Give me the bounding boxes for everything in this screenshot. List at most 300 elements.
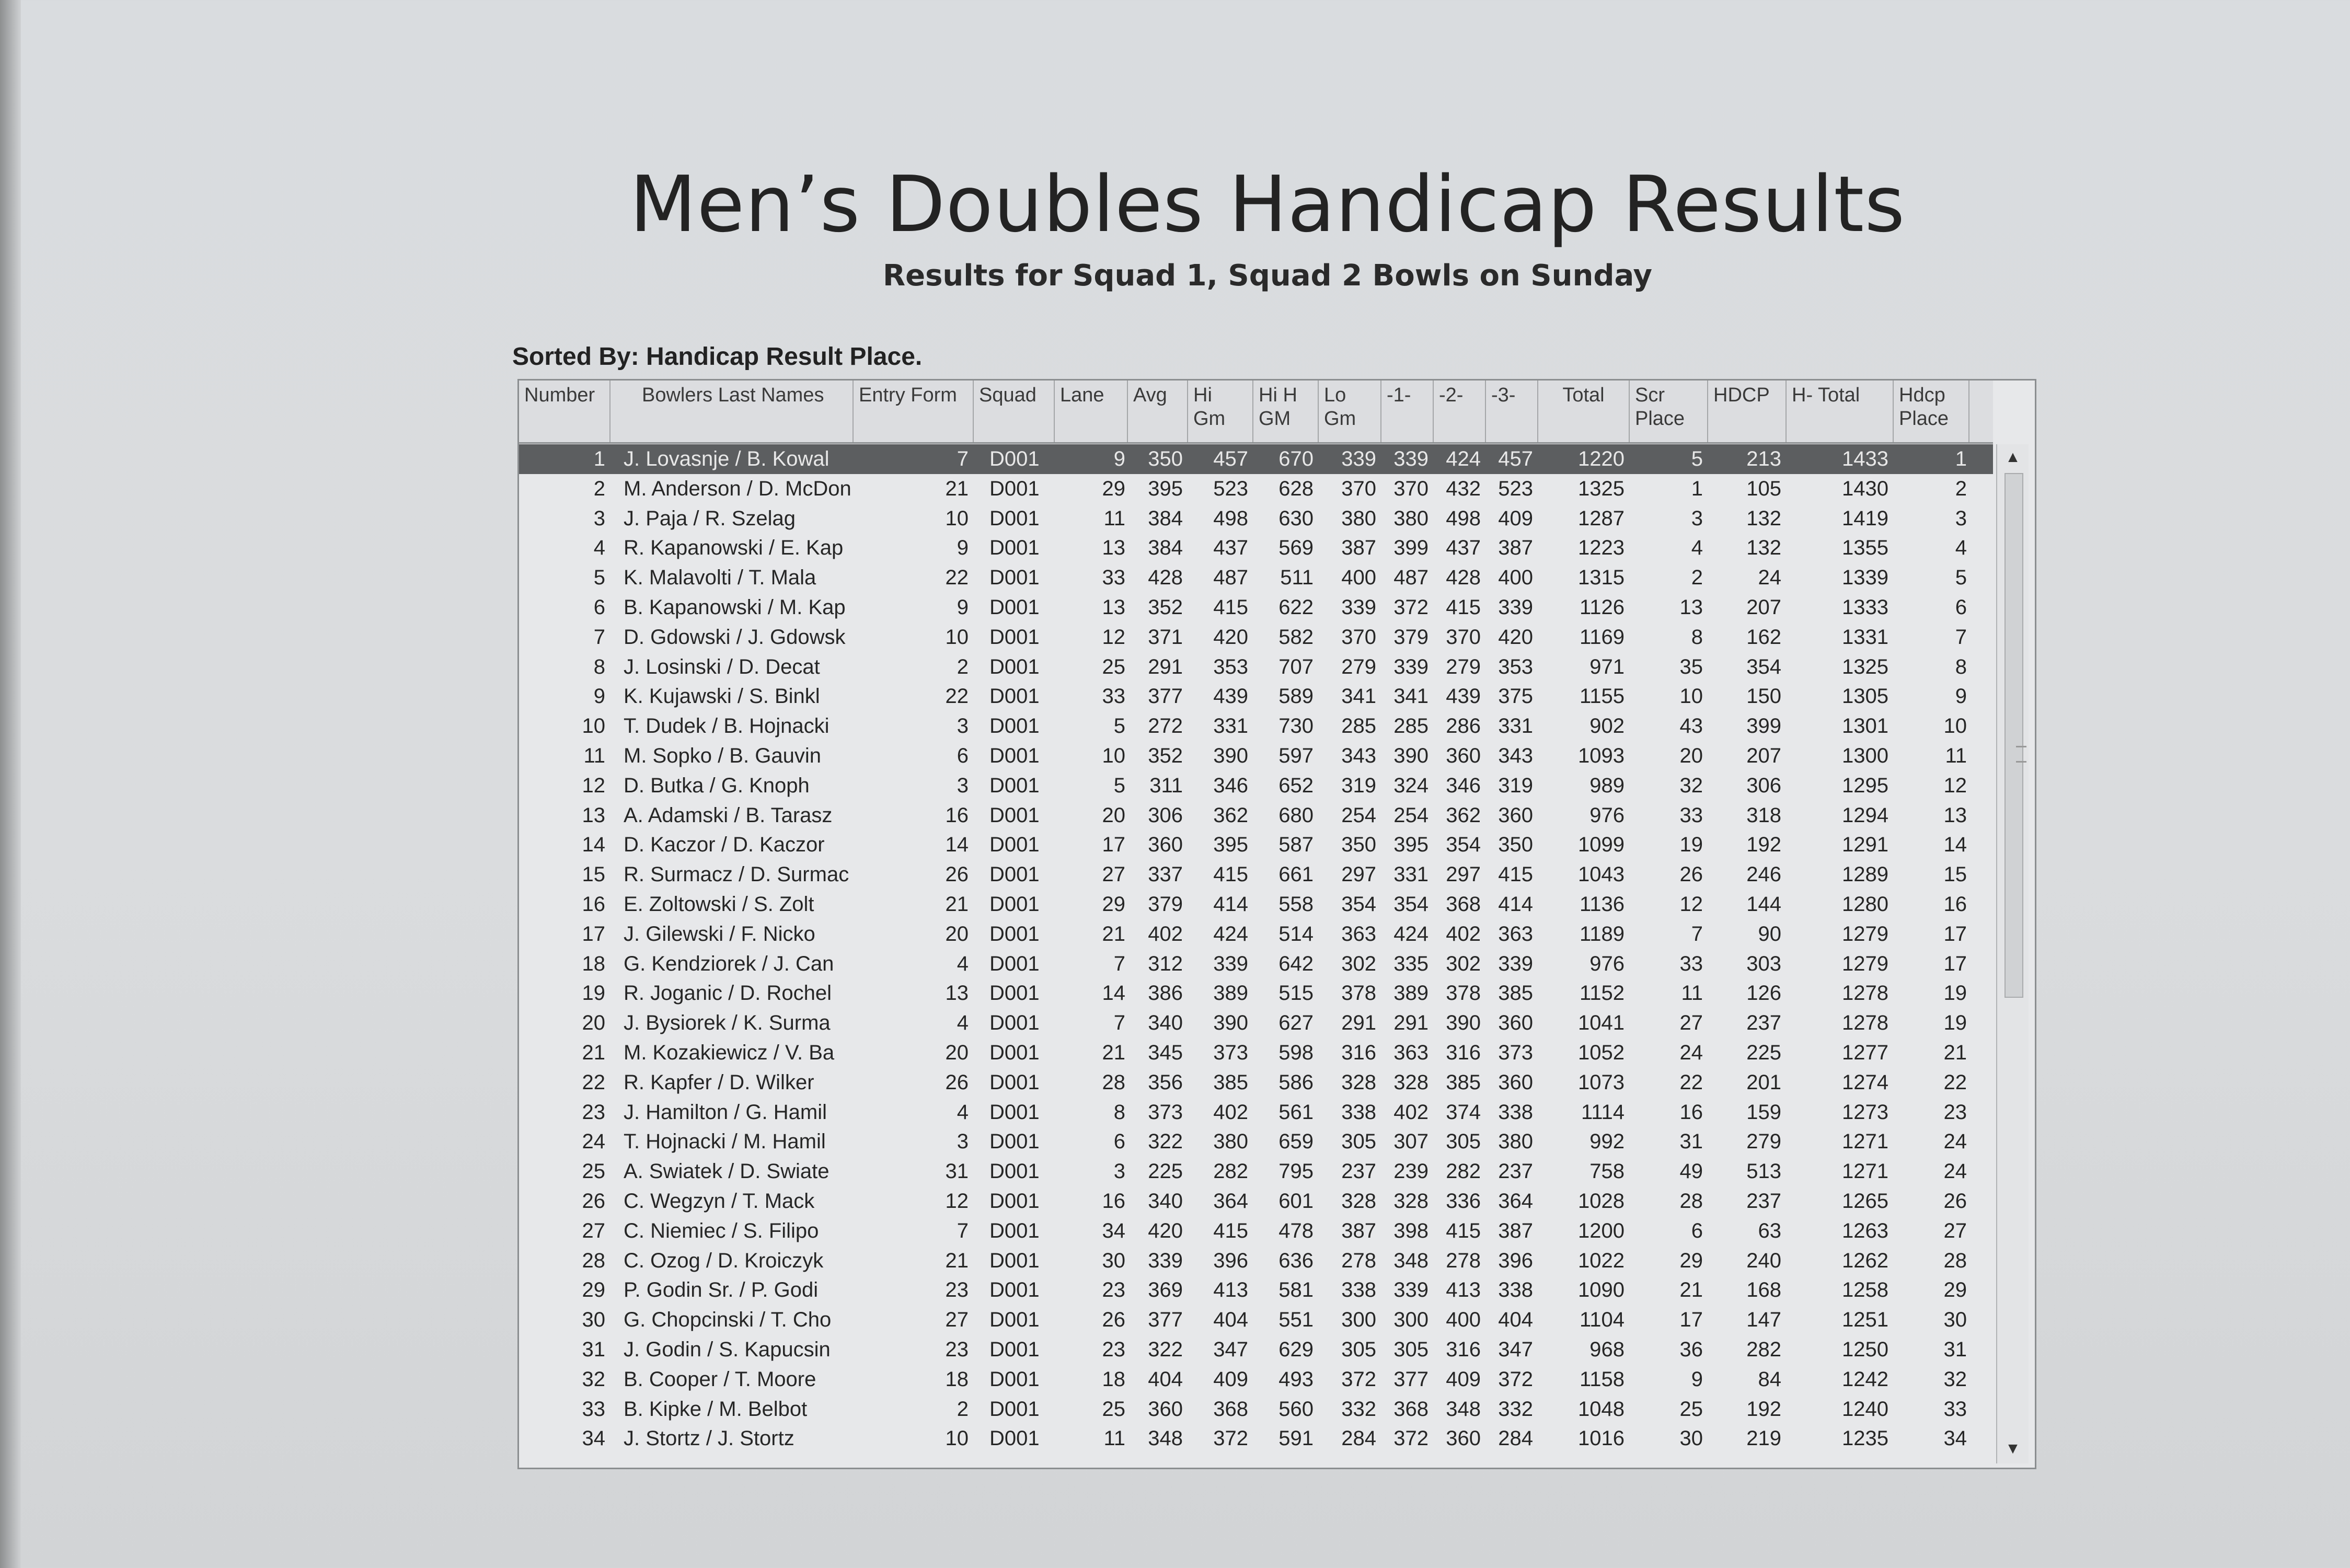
- table-row[interactable]: [519, 504, 1993, 534]
- cell-avg: 339: [1148, 1249, 1183, 1272]
- cell-lo: 370: [1341, 477, 1376, 500]
- cell-hplace: 26: [1943, 1189, 1967, 1213]
- cell-lane: 23: [1102, 1278, 1125, 1302]
- column-header-game-2[interactable]: -2-: [1434, 381, 1486, 442]
- cell-n: 7: [593, 625, 605, 649]
- cell-total: 1041: [1578, 1011, 1625, 1035]
- cell-g2: 348: [1446, 1397, 1481, 1421]
- cell-names: K. Kujawski / S. Binkl: [624, 685, 820, 708]
- cell-names: B. Cooper / T. Moore: [624, 1367, 816, 1391]
- table-row[interactable]: [519, 1305, 1993, 1335]
- cell-hplace: 2: [1955, 477, 1967, 500]
- cell-htotal: 1271: [1842, 1160, 1888, 1183]
- cell-names: D. Butka / G. Knoph: [624, 774, 810, 797]
- cell-scr: 27: [1679, 1011, 1703, 1035]
- cell-n: 16: [582, 892, 605, 916]
- cell-hplace: 1: [1955, 447, 1967, 470]
- cell-hi: 339: [1213, 952, 1248, 975]
- cell-htotal: 1271: [1842, 1130, 1888, 1154]
- cell-names: T. Dudek / B. Hojnacki: [624, 714, 830, 738]
- cell-g3: 338: [1498, 1278, 1533, 1302]
- cell-names: G. Chopcinski / T. Cho: [624, 1308, 832, 1332]
- cell-g2: 360: [1446, 1427, 1481, 1450]
- table-row[interactable]: [519, 919, 1993, 949]
- cell-lo: 319: [1341, 774, 1376, 797]
- cell-htotal: 1258: [1842, 1278, 1888, 1302]
- column-header-h-total[interactable]: H- Total: [1787, 381, 1894, 442]
- cell-scr: 2: [1691, 566, 1703, 590]
- cell-scr: 19: [1679, 833, 1703, 857]
- cell-g3: 343: [1498, 744, 1533, 767]
- table-row[interactable]: [519, 1127, 1993, 1157]
- cell-hplace: 27: [1943, 1219, 1967, 1242]
- cell-entry: 3: [957, 1130, 969, 1154]
- table-row[interactable]: [519, 1216, 1993, 1246]
- cell-hi: 413: [1213, 1278, 1248, 1302]
- cell-hi: 331: [1213, 714, 1248, 738]
- cell-g1: 324: [1393, 774, 1429, 797]
- cell-hdcp: 282: [1746, 1338, 1781, 1361]
- cell-names: C. Niemiec / S. Filipo: [624, 1219, 819, 1242]
- cell-lane: 8: [1113, 1100, 1125, 1124]
- cell-total: 968: [1589, 1338, 1625, 1361]
- cell-n: 25: [582, 1160, 605, 1183]
- column-header-scr-place[interactable]: Scr Place: [1630, 381, 1708, 442]
- cell-hi: 409: [1213, 1367, 1248, 1391]
- cell-squad: D001: [989, 1427, 1040, 1450]
- column-header-hi-h-gm[interactable]: Hi H GM: [1253, 381, 1319, 442]
- cell-scr: 30: [1679, 1427, 1703, 1450]
- cell-hi: 457: [1213, 447, 1248, 470]
- cell-lo: 284: [1341, 1427, 1376, 1450]
- cell-n: 9: [593, 685, 605, 708]
- cell-avg: 395: [1148, 477, 1183, 500]
- cell-n: 32: [582, 1367, 605, 1391]
- cell-scr: 17: [1679, 1308, 1703, 1332]
- table-row[interactable]: [519, 1008, 1993, 1038]
- cell-g1: 399: [1393, 536, 1429, 560]
- cell-lo: 339: [1341, 595, 1376, 619]
- table-row[interactable]: [519, 1038, 1993, 1068]
- cell-g3: 387: [1498, 1219, 1533, 1242]
- table-row[interactable]: [519, 474, 1993, 504]
- table-row-selected[interactable]: [519, 444, 1993, 474]
- cell-n: 28: [582, 1249, 605, 1272]
- cell-names: D. Gdowski / J. Gdowsk: [624, 625, 846, 649]
- table-row[interactable]: [519, 652, 1993, 682]
- cell-hih: 659: [1278, 1130, 1314, 1154]
- cell-scr: 28: [1679, 1189, 1703, 1213]
- cell-g2: 385: [1446, 1070, 1481, 1094]
- table-row[interactable]: [519, 1394, 1993, 1424]
- cell-hdcp: 162: [1746, 625, 1781, 649]
- cell-hdcp: 150: [1746, 685, 1781, 708]
- cell-names: M. Anderson / D. McDon: [624, 477, 851, 500]
- cell-avg: 373: [1148, 1100, 1183, 1124]
- cell-names: C. Wegzyn / T. Mack: [624, 1189, 815, 1213]
- cell-squad: D001: [989, 1338, 1040, 1361]
- cell-hih: 628: [1278, 477, 1314, 500]
- cell-g3: 364: [1498, 1189, 1533, 1213]
- cell-entry: 21: [945, 1249, 969, 1272]
- cell-hplace: 24: [1943, 1130, 1967, 1154]
- cell-htotal: 1331: [1842, 625, 1888, 649]
- cell-g2: 316: [1446, 1041, 1481, 1064]
- cell-avg: 306: [1148, 803, 1183, 827]
- table-row[interactable]: [519, 682, 1993, 711]
- table-row[interactable]: [519, 830, 1993, 860]
- cell-hdcp: 159: [1746, 1100, 1781, 1124]
- cell-lane: 21: [1102, 922, 1125, 946]
- cell-htotal: 1295: [1842, 774, 1888, 797]
- cell-g3: 360: [1498, 803, 1533, 827]
- cell-g3: 350: [1498, 833, 1533, 857]
- scrollbar-grip-icon: [2016, 746, 2026, 763]
- cell-lo: 237: [1341, 1160, 1376, 1183]
- cell-squad: D001: [989, 1397, 1040, 1421]
- column-header-hdcp[interactable]: HDCP: [1708, 381, 1787, 442]
- cell-avg: 348: [1148, 1427, 1183, 1450]
- cell-n: 11: [583, 744, 605, 767]
- cell-squad: D001: [989, 566, 1040, 590]
- cell-hplace: 12: [1943, 774, 1967, 797]
- cell-total: 1090: [1578, 1278, 1625, 1302]
- cell-scr: 36: [1679, 1338, 1703, 1361]
- cell-n: 2: [593, 477, 605, 500]
- cell-htotal: 1277: [1842, 1041, 1888, 1064]
- cell-n: 4: [593, 536, 605, 560]
- cell-scr: 10: [1679, 685, 1703, 708]
- cell-g2: 374: [1446, 1100, 1481, 1124]
- cell-lo: 302: [1341, 952, 1376, 975]
- cell-hplace: 33: [1943, 1397, 1967, 1421]
- cell-hplace: 6: [1955, 595, 1967, 619]
- cell-hdcp: 237: [1746, 1011, 1781, 1035]
- cell-hdcp: 132: [1746, 536, 1781, 560]
- cell-total: 1152: [1579, 982, 1625, 1005]
- cell-hih: 629: [1278, 1338, 1314, 1361]
- cell-hih: 730: [1278, 714, 1314, 738]
- cell-hi: 404: [1213, 1308, 1248, 1332]
- cell-lane: 33: [1102, 685, 1125, 708]
- cell-htotal: 1339: [1842, 566, 1888, 590]
- cell-g2: 498: [1446, 506, 1481, 530]
- cell-scr: 35: [1679, 655, 1703, 678]
- cell-g2: 305: [1446, 1130, 1481, 1154]
- cell-hdcp: 126: [1746, 982, 1781, 1005]
- table-row[interactable]: [519, 771, 1993, 801]
- cell-hih: 591: [1278, 1427, 1314, 1450]
- cell-hdcp: 213: [1746, 447, 1781, 470]
- cell-entry: 13: [945, 982, 969, 1005]
- column-header-lo-gm[interactable]: Lo Gm: [1319, 381, 1381, 442]
- column-header-hdcp-place[interactable]: Hdcp Place: [1894, 381, 1969, 442]
- cell-g3: 331: [1498, 714, 1533, 738]
- cell-g3: 420: [1498, 625, 1533, 649]
- column-header-squad[interactable]: Squad: [974, 381, 1055, 442]
- cell-hi: 395: [1213, 833, 1248, 857]
- cell-lane: 5: [1113, 774, 1125, 797]
- cell-hi: 282: [1213, 1160, 1248, 1183]
- cell-lo: 380: [1341, 506, 1376, 530]
- cell-g2: 402: [1446, 922, 1481, 946]
- cell-lane: 20: [1102, 803, 1125, 827]
- cell-g2: 302: [1446, 952, 1481, 975]
- cell-g1: 424: [1393, 922, 1429, 946]
- cell-hi: 424: [1213, 922, 1248, 946]
- table-row[interactable]: [519, 1275, 1993, 1305]
- cell-squad: D001: [989, 1160, 1040, 1183]
- cell-g1: 372: [1393, 1427, 1429, 1450]
- cell-total: 1325: [1578, 477, 1625, 500]
- column-header-bowlers[interactable]: Bowlers Last Names: [610, 381, 854, 442]
- cell-entry: 22: [945, 685, 969, 708]
- cell-hdcp: 279: [1746, 1130, 1781, 1154]
- column-header-avg[interactable]: Avg: [1128, 381, 1188, 442]
- cell-hih: 582: [1278, 625, 1314, 649]
- cell-n: 26: [582, 1189, 605, 1213]
- column-header-game-1[interactable]: -1-: [1381, 381, 1434, 442]
- cell-scr: 12: [1679, 892, 1703, 916]
- table-row[interactable]: [519, 801, 1993, 831]
- cell-lane: 26: [1102, 1308, 1125, 1332]
- cell-g1: 398: [1393, 1219, 1429, 1242]
- cell-g1: 379: [1393, 625, 1429, 649]
- cell-hi: 347: [1213, 1338, 1248, 1361]
- cell-names: J. Bysiorek / K. Surma: [624, 1011, 831, 1035]
- cell-names: J. Paja / R. Szelag: [624, 506, 796, 530]
- cell-lane: 11: [1103, 506, 1125, 530]
- column-header-game-3[interactable]: -3-: [1486, 381, 1538, 442]
- cell-lane: 5: [1113, 714, 1125, 738]
- cell-scr: 4: [1691, 536, 1703, 560]
- cell-htotal: 1419: [1842, 506, 1888, 530]
- cell-lane: 9: [1113, 447, 1125, 470]
- cell-avg: 404: [1148, 1367, 1183, 1391]
- cell-squad: D001: [989, 447, 1040, 470]
- cell-avg: 340: [1148, 1189, 1183, 1213]
- cell-hih: 478: [1278, 1219, 1314, 1242]
- cell-n: 6: [593, 595, 605, 619]
- cell-g3: 353: [1498, 655, 1533, 678]
- cell-hdcp: 168: [1746, 1278, 1781, 1302]
- cell-squad: D001: [989, 803, 1040, 827]
- cell-hdcp: 144: [1746, 892, 1781, 916]
- cell-squad: D001: [989, 1041, 1040, 1064]
- cell-lane: 34: [1102, 1219, 1125, 1242]
- cell-lane: 13: [1102, 595, 1125, 619]
- cell-hplace: 8: [1955, 655, 1967, 678]
- cell-scr: 1: [1691, 477, 1703, 500]
- cell-g2: 297: [1446, 863, 1481, 886]
- cell-n: 20: [582, 1011, 605, 1035]
- cell-names: R. Kapanowski / E. Kap: [624, 536, 844, 560]
- cell-hdcp: 219: [1746, 1427, 1781, 1450]
- cell-g1: 389: [1393, 982, 1429, 1005]
- cell-hdcp: 132: [1746, 506, 1781, 530]
- cell-htotal: 1278: [1842, 1011, 1888, 1035]
- cell-g1: 380: [1393, 506, 1429, 530]
- cell-names: D. Kaczor / D. Kaczor: [624, 833, 825, 857]
- cell-total: 1048: [1578, 1397, 1625, 1421]
- cell-squad: D001: [989, 477, 1040, 500]
- cell-squad: D001: [989, 714, 1040, 738]
- cell-lane: 11: [1103, 1427, 1125, 1450]
- cell-avg: 360: [1148, 833, 1183, 857]
- cell-scr: 20: [1679, 744, 1703, 767]
- cell-hih: 598: [1278, 1041, 1314, 1064]
- cell-lo: 387: [1341, 536, 1376, 560]
- cell-lo: 279: [1341, 655, 1376, 678]
- cell-hih: 558: [1278, 892, 1314, 916]
- cell-g3: 523: [1498, 477, 1533, 500]
- cell-total: 1315: [1578, 566, 1625, 590]
- cell-total: 989: [1589, 774, 1625, 797]
- cell-hplace: 34: [1943, 1427, 1967, 1450]
- down-arrow-icon[interactable]: ▼: [2005, 1440, 2021, 1457]
- cell-hi: 362: [1213, 803, 1248, 827]
- cell-total: 1220: [1578, 447, 1625, 470]
- cell-htotal: 1294: [1842, 803, 1888, 827]
- cell-scr: 9: [1691, 1367, 1703, 1391]
- cell-lane: 25: [1102, 1397, 1125, 1421]
- cell-hdcp: 513: [1746, 1160, 1781, 1183]
- cell-n: 18: [582, 952, 605, 975]
- cell-n: 29: [582, 1278, 605, 1302]
- cell-htotal: 1263: [1842, 1219, 1888, 1242]
- cell-avg: 322: [1148, 1130, 1183, 1154]
- table-row[interactable]: [519, 890, 1993, 919]
- cell-g2: 279: [1446, 655, 1481, 678]
- cell-hplace: 24: [1943, 1160, 1967, 1183]
- cell-lo: 285: [1341, 714, 1376, 738]
- cell-avg: 345: [1148, 1041, 1183, 1064]
- cell-lane: 10: [1102, 744, 1125, 767]
- cell-htotal: 1301: [1842, 714, 1888, 738]
- scrollbar-thumb[interactable]: [2005, 473, 2023, 998]
- table-row[interactable]: [519, 1246, 1993, 1276]
- column-header-entry-form[interactable]: Entry Form: [854, 381, 974, 442]
- cell-hdcp: 90: [1758, 922, 1781, 946]
- table-row[interactable]: [519, 1186, 1993, 1216]
- cell-g1: 390: [1393, 744, 1429, 767]
- cell-total: 1099: [1578, 833, 1625, 857]
- table-row[interactable]: [519, 860, 1993, 890]
- cell-n: 17: [582, 922, 605, 946]
- cell-lo: 370: [1341, 625, 1376, 649]
- column-header-number[interactable]: Number: [519, 381, 610, 442]
- table-row[interactable]: [519, 978, 1993, 1008]
- cell-total: 1043: [1578, 863, 1625, 886]
- cell-total: 1200: [1578, 1219, 1625, 1242]
- cell-hi: 389: [1213, 982, 1248, 1005]
- cell-hih: 511: [1280, 566, 1314, 590]
- cell-squad: D001: [989, 833, 1040, 857]
- cell-total: 1114: [1581, 1100, 1625, 1124]
- cell-scr: 3: [1691, 506, 1703, 530]
- cell-g3: 400: [1498, 566, 1533, 590]
- cell-names: R. Kapfer / D. Wilker: [624, 1070, 814, 1094]
- cell-lo: 316: [1341, 1041, 1376, 1064]
- cell-avg: 352: [1148, 744, 1183, 767]
- cell-g2: 415: [1446, 595, 1481, 619]
- cell-hih: 636: [1278, 1249, 1314, 1272]
- vertical-scrollbar[interactable]: [1996, 444, 2029, 1463]
- up-arrow-icon[interactable]: ▲: [2005, 448, 2021, 466]
- table-row[interactable]: [519, 563, 1993, 593]
- cell-g3: 380: [1498, 1130, 1533, 1154]
- cell-lo: 350: [1341, 833, 1376, 857]
- table-row[interactable]: [519, 622, 1993, 652]
- cell-entry: 23: [945, 1278, 969, 1302]
- cell-htotal: 1325: [1842, 655, 1888, 678]
- cell-hdcp: 84: [1758, 1367, 1781, 1391]
- table-row[interactable]: [519, 593, 1993, 622]
- cell-n: 14: [582, 833, 605, 857]
- cell-htotal: 1273: [1842, 1100, 1888, 1124]
- cell-g1: 395: [1393, 833, 1429, 857]
- cell-entry: 22: [945, 566, 969, 590]
- cell-names: K. Malavolti / T. Mala: [624, 566, 816, 590]
- cell-lane: 14: [1102, 982, 1125, 1005]
- cell-avg: 337: [1148, 863, 1183, 886]
- table-row[interactable]: [519, 741, 1993, 771]
- column-header-lane[interactable]: Lane: [1055, 381, 1128, 442]
- cell-avg: 377: [1148, 1308, 1183, 1332]
- cell-hi: 414: [1213, 892, 1248, 916]
- cell-hdcp: 147: [1746, 1308, 1781, 1332]
- cell-scr: 26: [1679, 863, 1703, 886]
- table-row[interactable]: [519, 1424, 1993, 1454]
- cell-hdcp: 303: [1746, 952, 1781, 975]
- table-row[interactable]: [519, 1098, 1993, 1127]
- cell-n: 19: [582, 982, 605, 1005]
- cell-g2: 390: [1446, 1011, 1481, 1035]
- table-row[interactable]: [519, 949, 1993, 979]
- cell-g3: 284: [1498, 1427, 1533, 1450]
- cell-lane: 21: [1102, 1041, 1125, 1064]
- cell-avg: 352: [1148, 595, 1183, 619]
- cell-g3: 363: [1498, 922, 1533, 946]
- column-header-total[interactable]: Total: [1538, 381, 1630, 442]
- cell-g2: 415: [1446, 1219, 1481, 1242]
- cell-squad: D001: [989, 952, 1040, 975]
- cell-n: 27: [582, 1219, 605, 1242]
- cell-hi: 372: [1213, 1427, 1248, 1450]
- cell-entry: 9: [957, 595, 969, 619]
- cell-hih: 652: [1278, 774, 1314, 797]
- cell-g3: 237: [1498, 1160, 1533, 1183]
- cell-names: J. Stortz / J. Stortz: [624, 1427, 794, 1450]
- cell-names: J. Lovasnje / B. Kowal: [624, 447, 830, 470]
- table-row[interactable]: [519, 1068, 1993, 1098]
- cell-hplace: 5: [1955, 566, 1967, 590]
- table-row[interactable]: [519, 533, 1993, 563]
- cell-squad: D001: [989, 744, 1040, 767]
- column-header-hi-gm[interactable]: Hi Gm: [1188, 381, 1253, 442]
- cell-lane: 29: [1102, 892, 1125, 916]
- cell-g3: 404: [1498, 1308, 1533, 1332]
- cell-n: 3: [593, 506, 605, 530]
- cell-g3: 375: [1498, 685, 1533, 708]
- cell-entry: 21: [945, 892, 969, 916]
- table-row[interactable]: [519, 1335, 1993, 1365]
- table-row[interactable]: [519, 1365, 1993, 1394]
- cell-htotal: 1333: [1842, 595, 1888, 619]
- cell-lo: 354: [1341, 892, 1376, 916]
- table-row[interactable]: [519, 1157, 1993, 1186]
- table-row[interactable]: [519, 711, 1993, 741]
